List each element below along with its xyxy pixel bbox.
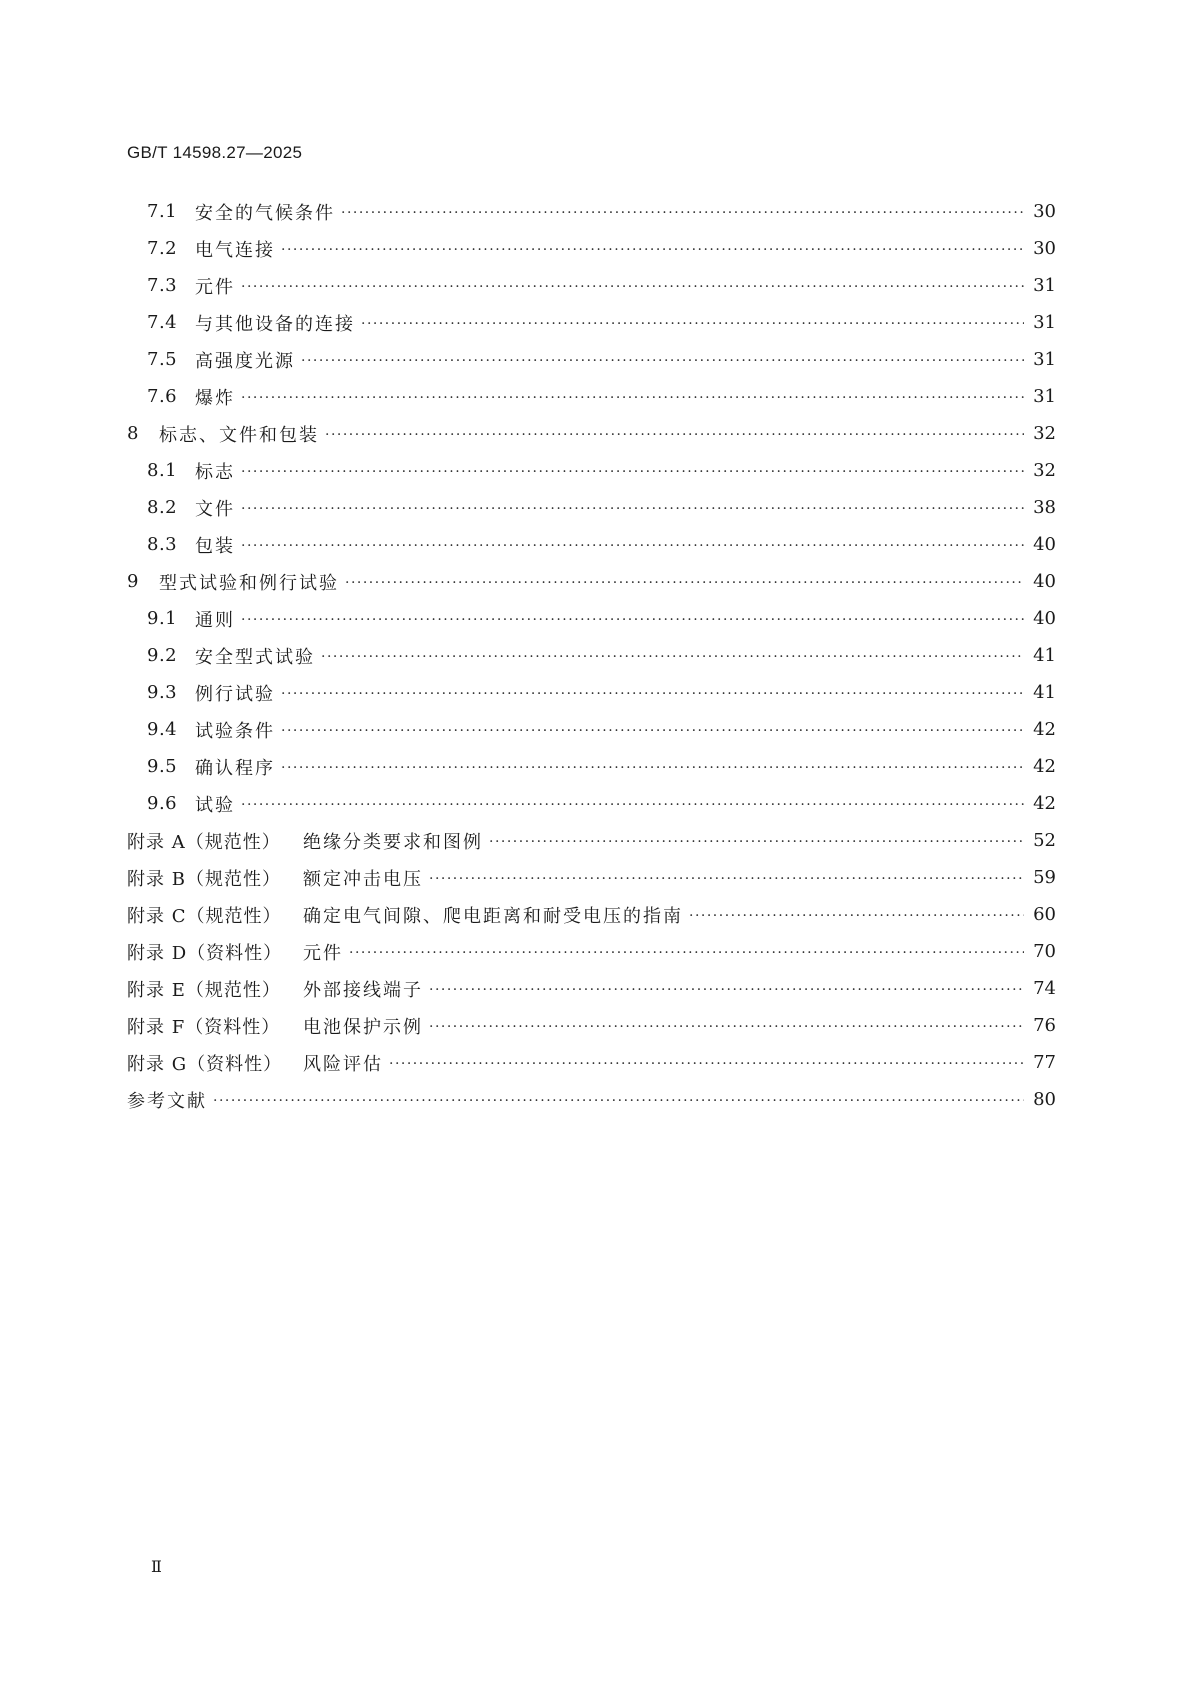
toc-entry-page: 30: [1033, 238, 1056, 259]
toc-appendix-e[interactable]: [127, 970, 1056, 1007]
toc-chapter-entry[interactable]: [127, 415, 1056, 452]
toc-entry-title: 标志、文件和包装: [159, 424, 319, 446]
toc-leader-dots: [429, 982, 1024, 998]
toc-entry-page: 40: [1033, 571, 1056, 592]
toc-entry-title: 确定电气间隙、爬电距离和耐受电压的指南: [303, 905, 683, 927]
toc-leader-dots: [241, 279, 1024, 295]
toc-entry-number: 9.6: [147, 793, 178, 814]
toc-appendix-b[interactable]: [127, 859, 1056, 896]
toc-entry[interactable]: [127, 674, 1056, 711]
toc-entry-title: 试验条件: [195, 720, 275, 742]
toc-appendix-c[interactable]: [127, 896, 1056, 933]
toc-leader-dots: [689, 908, 1024, 924]
toc-leader-dots: [361, 316, 1024, 332]
toc-leader-dots: [241, 464, 1024, 480]
toc-leader-dots: [301, 353, 1024, 369]
toc-leader-dots: [241, 390, 1024, 406]
toc-entry-page: 31: [1033, 386, 1056, 407]
toc-appendix-label: 附录 E（规范性）: [127, 979, 281, 1001]
toc-entry-title: 电池保护示例: [303, 1016, 423, 1038]
toc-entry-page: 77: [1033, 1052, 1056, 1073]
toc-entry-page: 42: [1033, 756, 1056, 777]
toc-entry-title: 参考文献: [127, 1090, 207, 1112]
toc-entry-page: 59: [1033, 867, 1056, 888]
toc-chapter-entry[interactable]: [127, 563, 1056, 600]
toc-leader-dots: [213, 1093, 1024, 1109]
toc-entry-title: 包装: [195, 535, 235, 557]
toc-leader-dots: [325, 427, 1024, 443]
toc-entry-title: 高强度光源: [195, 350, 295, 372]
toc-entry-number: 7.4: [147, 312, 178, 333]
toc-leader-dots: [429, 1019, 1024, 1035]
toc-entry[interactable]: [127, 526, 1056, 563]
toc-entry-title: 标志: [195, 461, 235, 483]
toc-entry-page: 30: [1033, 201, 1056, 222]
toc-references[interactable]: [127, 1081, 1056, 1118]
toc-entry-page: 76: [1033, 1015, 1056, 1036]
toc-appendix-g[interactable]: [127, 1044, 1056, 1081]
toc-entry-title: 与其他设备的连接: [195, 313, 355, 335]
toc-leader-dots: [281, 760, 1024, 776]
toc-leader-dots: [429, 871, 1024, 887]
toc-appendix-label: 附录 D（资料性）: [127, 942, 283, 964]
toc-leader-dots: [241, 501, 1024, 517]
toc-entry-number: 9.1: [147, 608, 178, 629]
toc-entry-page: 42: [1033, 719, 1056, 740]
toc-entry[interactable]: [127, 489, 1056, 526]
toc-entry[interactable]: [127, 452, 1056, 489]
toc-entry-title: 安全型式试验: [195, 646, 315, 668]
toc-leader-dots: [241, 797, 1024, 813]
toc-appendix-label: 附录 A（规范性）: [127, 831, 281, 853]
toc-entry-page: 40: [1033, 608, 1056, 629]
toc-entry-title: 试验: [195, 794, 235, 816]
toc-entry-page: 31: [1033, 275, 1056, 296]
toc-entry-number: 8.1: [147, 460, 178, 481]
toc-entry-page: 31: [1033, 349, 1056, 370]
toc-leader-dots: [349, 945, 1024, 961]
toc-entry[interactable]: [127, 637, 1056, 674]
toc-appendix-label: 附录 F（资料性）: [127, 1016, 281, 1038]
toc-entry-page: 32: [1033, 423, 1056, 444]
toc-leader-dots: [389, 1056, 1024, 1072]
toc-entry-page: 74: [1033, 978, 1056, 999]
toc-entry-page: 32: [1033, 460, 1056, 481]
toc-entry-page: 40: [1033, 534, 1056, 555]
toc-entry-number: 9.2: [147, 645, 178, 666]
toc-entry-number: 8: [127, 423, 139, 444]
toc-entry-page: 52: [1033, 830, 1056, 851]
toc-leader-dots: [345, 575, 1024, 591]
toc-entry-title: 文件: [195, 498, 235, 520]
toc-entry-number: 7.1: [147, 201, 178, 222]
toc-entry-number: 9.5: [147, 756, 178, 777]
toc-entry-page: 31: [1033, 312, 1056, 333]
toc-entry-title: 元件: [195, 276, 235, 298]
toc-entry[interactable]: [127, 600, 1056, 637]
toc-entry-page: 41: [1033, 645, 1056, 666]
toc-entry-number: 7.2: [147, 238, 178, 259]
toc-appendix-label: 附录 C（规范性）: [127, 905, 282, 927]
toc-entry-number: 7.6: [147, 386, 178, 407]
toc-entry-page: 38: [1033, 497, 1056, 518]
toc-leader-dots: [341, 205, 1024, 221]
toc-entry-title: 外部接线端子: [303, 979, 423, 1001]
toc-entry-title: 爆炸: [195, 387, 235, 409]
toc-entry-number: 9.4: [147, 719, 178, 740]
toc-appendix-f[interactable]: [127, 1007, 1056, 1044]
toc-leader-dots: [241, 538, 1024, 554]
toc-entry-page: 42: [1033, 793, 1056, 814]
toc-leader-dots: [281, 242, 1024, 258]
toc-entry-title: 例行试验: [195, 683, 275, 705]
toc-entry[interactable]: [127, 193, 1056, 230]
toc-entry-number: 9.3: [147, 682, 178, 703]
toc-appendix-a[interactable]: [127, 822, 1056, 859]
toc-entry[interactable]: [127, 341, 1056, 378]
toc-entry-page: 80: [1033, 1089, 1056, 1110]
toc-leader-dots: [489, 834, 1024, 850]
toc-leader-dots: [281, 723, 1024, 739]
toc-entry-number: 7.3: [147, 275, 178, 296]
toc-entry-page: 70: [1033, 941, 1056, 962]
toc-entry[interactable]: [127, 748, 1056, 785]
toc-leader-dots: [281, 686, 1024, 702]
document-code: GB/T 14598.27—2025: [127, 143, 303, 162]
toc-entry-number: 8.2: [147, 497, 178, 518]
toc-appendix-label: 附录 B（规范性）: [127, 868, 281, 890]
toc-leader-dots: [241, 612, 1024, 628]
toc-entry[interactable]: [127, 304, 1056, 341]
toc-entry-page: 41: [1033, 682, 1056, 703]
toc-entry-number: 7.5: [147, 349, 178, 370]
page-number: Ⅱ: [151, 1559, 162, 1576]
toc-entry-number: 9: [127, 571, 139, 592]
toc-entry[interactable]: [127, 785, 1056, 822]
toc-entry-title: 绝缘分类要求和图例: [303, 831, 483, 853]
toc-appendix-label: 附录 G（资料性）: [127, 1053, 283, 1075]
toc-entry-title: 风险评估: [303, 1053, 383, 1075]
toc-entry-title: 型式试验和例行试验: [159, 572, 339, 594]
toc-entry-page: 60: [1033, 904, 1056, 925]
toc-entry-title: 确认程序: [195, 757, 275, 779]
toc-appendix-d[interactable]: [127, 933, 1056, 970]
toc-entry-title: 通则: [195, 609, 235, 631]
toc-entry-title: 安全的气候条件: [195, 202, 335, 224]
toc-entry[interactable]: [127, 230, 1056, 267]
toc-entry-title: 额定冲击电压: [303, 868, 423, 890]
toc-entry-title: 元件: [303, 942, 343, 964]
toc-entry[interactable]: [127, 711, 1056, 748]
toc-entry[interactable]: [127, 267, 1056, 304]
toc-entry-title: 电气连接: [195, 239, 275, 261]
toc-leader-dots: [321, 649, 1024, 665]
toc-entry-number: 8.3: [147, 534, 178, 555]
toc-entry[interactable]: [127, 378, 1056, 415]
table-of-contents: [127, 193, 1056, 1118]
